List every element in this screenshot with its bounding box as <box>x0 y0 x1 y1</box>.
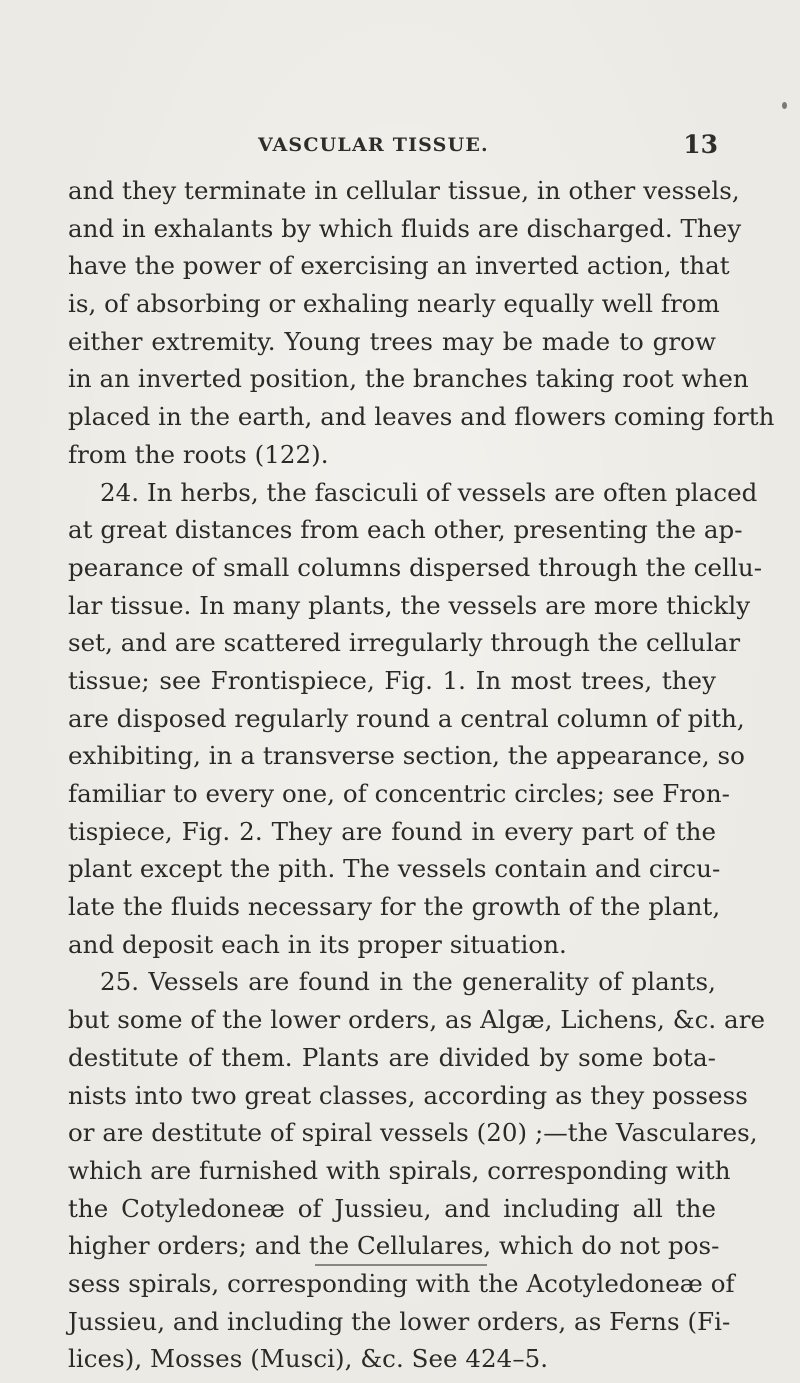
text-line: sess spirals, corresponding with the Acotyledoneæ of <box>68 1268 735 1298</box>
text-line: higher orders; and the Cellulares, which do not pos- <box>68 1231 720 1261</box>
text-line: either extremity. Young trees may be made to grow <box>68 326 716 356</box>
closing-rule <box>315 1264 487 1266</box>
page-header <box>258 130 718 168</box>
paragraph-25-start: 25. Vessels are found in the generality of plants, <box>100 967 716 997</box>
text-line: are disposed regularly round a central column of pith, <box>68 703 745 733</box>
text-line: and in exhalants by which fluids are discharged. They <box>68 213 742 243</box>
text-line: destitute of them. Plants are divided by some bota- <box>68 1042 716 1072</box>
text-line: or are destitute of spiral vessels (20) ;—the Vasculares, <box>68 1118 758 1148</box>
paragraph-24-start: 24. In herbs, the fasciculi of vessels are often placed <box>100 477 758 507</box>
text-line: lar tissue. In many plants, the vessels are more thickly <box>68 590 751 620</box>
text-line: from the roots (122). <box>68 439 329 469</box>
text-line: Jussieu, and including the lower orders, as Ferns (Fi- <box>68 1306 731 1336</box>
text-line: and they terminate in cellular tissue, in other vessels, <box>68 176 740 205</box>
text-line: plant except the pith. The vessels contain and circu- <box>68 854 721 884</box>
text-line: placed in the earth, and leaves and flowers coming forth <box>68 402 775 432</box>
text-line: have the power of exercising an inverted action, that <box>68 251 730 281</box>
text-line: at great distances from each other, presenting the ap- <box>68 515 743 545</box>
text-line: lices), Mosses (Musci), &c. See 424–5. <box>68 1344 549 1374</box>
text-line: in an inverted position, the branches taking root when <box>68 364 749 394</box>
text-line: but some of the lower orders, as Algæ, Lichens, &c. are <box>68 1005 766 1035</box>
text-line: tispiece, Fig. 2. They are found in every part of the <box>68 816 716 846</box>
text-line: and deposit each in its proper situation. <box>68 929 567 959</box>
text-line: which are furnished with spirals, corresponding with <box>68 1155 731 1185</box>
text-line: exhibiting, in a transverse section, the appearance, so <box>68 741 745 771</box>
text-line: late the fluids necessary for the growth of the plant, <box>68 892 721 922</box>
body-text <box>68 172 775 1378</box>
text-line: tissue; see Frontispiece, Fig. 1. In most trees, they <box>68 665 716 695</box>
text-line: the Cotyledoneæ of Jussieu, and including all the <box>68 1193 716 1223</box>
page-number: 13 <box>683 130 718 159</box>
text-line: nists into two great classes, according as they possess <box>68 1080 748 1110</box>
text-line: set, and are scattered irregularly through the cellular <box>68 628 741 658</box>
running-head: VASCULAR TISSUE. <box>258 134 489 156</box>
text-line: is, of absorbing or exhaling nearly equally well from <box>68 289 720 319</box>
text-line: pearance of small columns dispersed through the cellu- <box>68 552 763 582</box>
ink-speck <box>782 102 787 109</box>
text-line: familiar to every one, of concentric circles; see Fron- <box>68 779 731 808</box>
